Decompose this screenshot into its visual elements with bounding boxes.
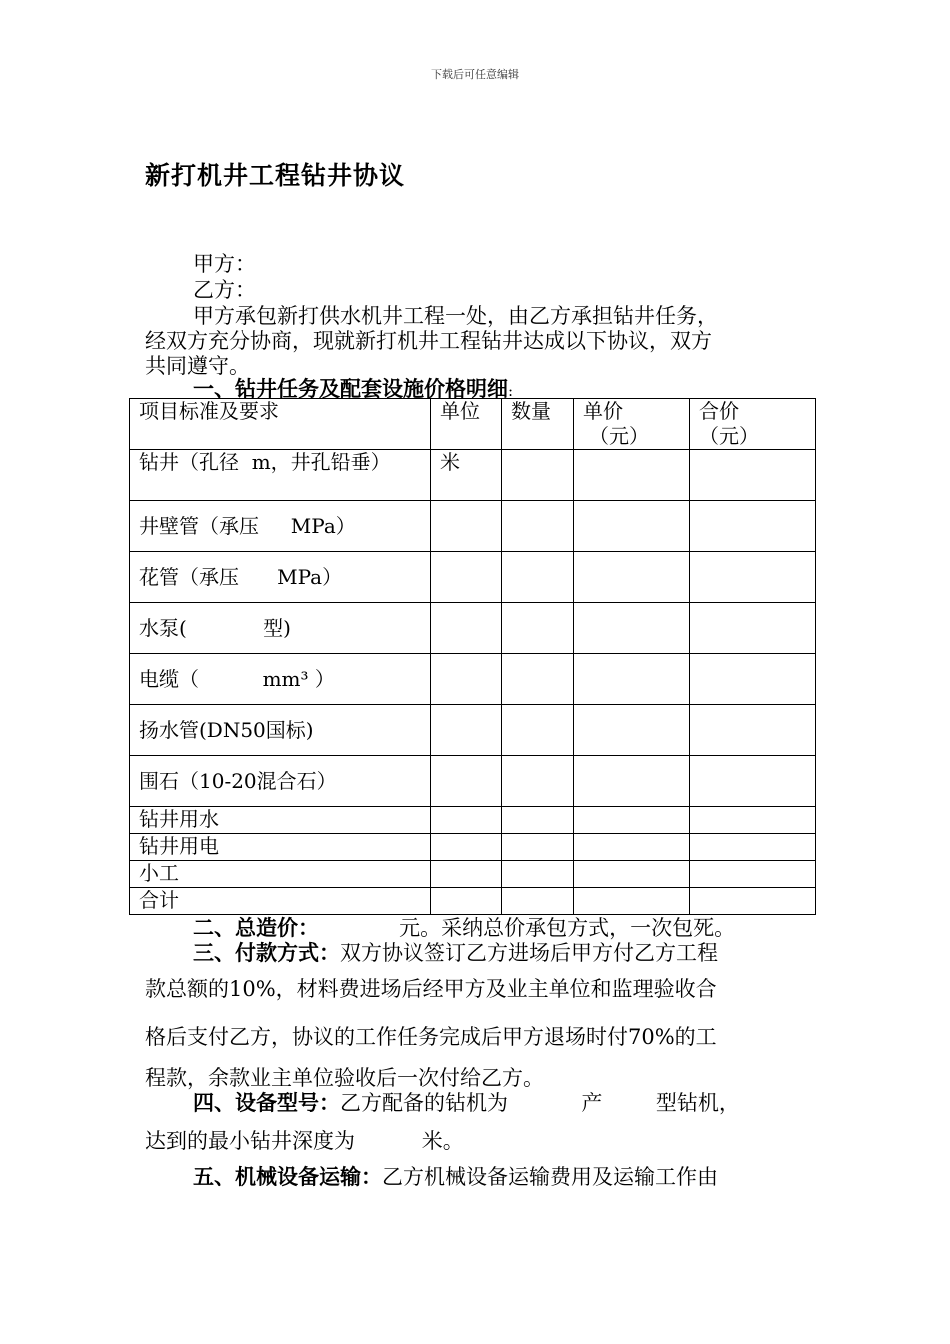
table-row <box>130 705 816 756</box>
table-row <box>130 450 816 501</box>
row-item: 扬水管(DN50国标) <box>130 705 431 756</box>
row-total-price <box>690 501 816 552</box>
table-row <box>130 861 816 888</box>
table-header-row <box>130 399 816 450</box>
row-qty <box>502 552 574 603</box>
row-unit <box>431 888 502 915</box>
header-unit-price <box>574 399 690 450</box>
row-unit <box>431 807 502 834</box>
header-total-price <box>690 399 816 450</box>
row-item: 花管（承压 MPa） <box>130 552 431 603</box>
row-qty <box>502 834 574 861</box>
table-row <box>130 807 816 834</box>
row-qty <box>502 705 574 756</box>
row-qty <box>502 861 574 888</box>
section-4-line-2: 达到的最小钻井深度为 米。 <box>145 1129 464 1153</box>
section-4-line-1 <box>193 1087 740 1117</box>
section-5-heading: 五、机械设备运输： <box>193 1165 382 1189</box>
table-row <box>130 834 816 861</box>
row-unit-price <box>574 807 690 834</box>
row-item: 围石（10-20混合石） <box>130 756 431 807</box>
row-unit-price <box>574 501 690 552</box>
row-total-price <box>690 654 816 705</box>
row-total-price <box>690 861 816 888</box>
row-item: 水泵( 型) <box>130 603 431 654</box>
section-2-text: 元。采纳总价承包方式，一次包死。 <box>319 916 736 940</box>
row-total-price <box>690 450 816 501</box>
header-qty: 数量 <box>502 399 574 450</box>
row-item: 钻井用电 <box>130 834 431 861</box>
section-4-text-1: 乙方配备的钻机为 产 型钻机， <box>340 1091 740 1115</box>
section-1-colon: : <box>508 382 514 400</box>
table-row <box>130 756 816 807</box>
row-total-price <box>690 603 816 654</box>
page-title: 新打机井工程钻井协议 <box>145 161 406 190</box>
header-note: 下载后可任意编辑 <box>431 68 519 81</box>
header-total-price-line-1: 合价 <box>699 399 739 423</box>
intro-line-3: 共同遵守。 <box>145 354 250 378</box>
price-table <box>129 398 816 915</box>
row-item: 钻井（孔径 m，井孔铅垂） <box>130 450 431 501</box>
section-3-heading: 三、付款方式： <box>193 941 340 965</box>
row-total-price <box>690 705 816 756</box>
header-unit-price-line-2: （元） <box>589 424 649 448</box>
row-unit-price <box>574 756 690 807</box>
row-unit <box>431 654 502 705</box>
section-4-heading: 四、设备型号： <box>193 1091 340 1115</box>
row-unit: 米 <box>431 450 502 501</box>
row-item: 小工 <box>130 861 431 888</box>
row-qty <box>502 807 574 834</box>
row-unit <box>431 756 502 807</box>
section-1-heading-text: 一、钻井任务及配套设施价格明细 <box>193 377 508 401</box>
header-item: 项目标准及要求 <box>130 399 431 450</box>
row-total-price <box>690 834 816 861</box>
header-unit-price-line-1: 单价 <box>583 399 623 423</box>
row-unit-price <box>574 552 690 603</box>
row-total-price <box>690 756 816 807</box>
row-total-price <box>690 807 816 834</box>
intro-line-1: 甲方承包新打供水机井工程一处，由乙方承担钻井任务， <box>193 304 718 328</box>
section-2-heading: 二、总造价： <box>193 916 319 940</box>
row-qty <box>502 888 574 915</box>
party-a-label: 甲方： <box>193 252 256 276</box>
row-qty <box>502 501 574 552</box>
section-3-line-2: 款总额的10%，材料费进场后经甲方及业主单位和监理验收合 <box>145 977 717 1001</box>
section-5-line-1 <box>193 1161 718 1191</box>
table-row <box>130 552 816 603</box>
row-qty <box>502 756 574 807</box>
intro-line-2: 经双方充分协商，现就新打机井工程钻井达成以下协议，双方 <box>145 329 712 353</box>
row-unit <box>431 834 502 861</box>
section-3-text-1: 双方协议签订乙方进场后甲方付乙方工程 <box>340 941 718 965</box>
row-total-price <box>690 888 816 915</box>
section-5-text-1: 乙方机械设备运输费用及运输工作由 <box>382 1165 718 1189</box>
row-item: 井壁管（承压 MPa） <box>130 501 431 552</box>
row-unit <box>431 501 502 552</box>
header-unit: 单位 <box>431 399 502 450</box>
row-unit-price <box>574 861 690 888</box>
row-item: 钻井用水 <box>130 807 431 834</box>
row-unit-price <box>574 603 690 654</box>
section-3-line-1 <box>193 937 718 967</box>
table-row <box>130 654 816 705</box>
row-total-price <box>690 552 816 603</box>
row-qty <box>502 603 574 654</box>
row-unit-price <box>574 834 690 861</box>
row-unit-price <box>574 888 690 915</box>
row-unit-price <box>574 450 690 501</box>
row-unit <box>431 603 502 654</box>
row-qty <box>502 450 574 501</box>
table-row <box>130 603 816 654</box>
table-row-total <box>130 888 816 915</box>
row-qty <box>502 654 574 705</box>
row-unit-price <box>574 705 690 756</box>
row-unit <box>431 861 502 888</box>
section-3-line-3: 格后支付乙方，协议的工作任务完成后甲方退场时付70%的工 <box>145 1025 717 1049</box>
party-b-label: 乙方： <box>193 278 256 302</box>
table-row <box>130 501 816 552</box>
row-unit <box>431 705 502 756</box>
row-item: 电缆（ mm³ ） <box>130 654 431 705</box>
row-item: 合计 <box>130 888 431 915</box>
row-unit <box>431 552 502 603</box>
row-unit-price <box>574 654 690 705</box>
header-total-price-line-2: （元） <box>699 424 759 448</box>
section-3-line-4: 程款，余款业主单位验收后一次付给乙方。 <box>145 1066 544 1090</box>
